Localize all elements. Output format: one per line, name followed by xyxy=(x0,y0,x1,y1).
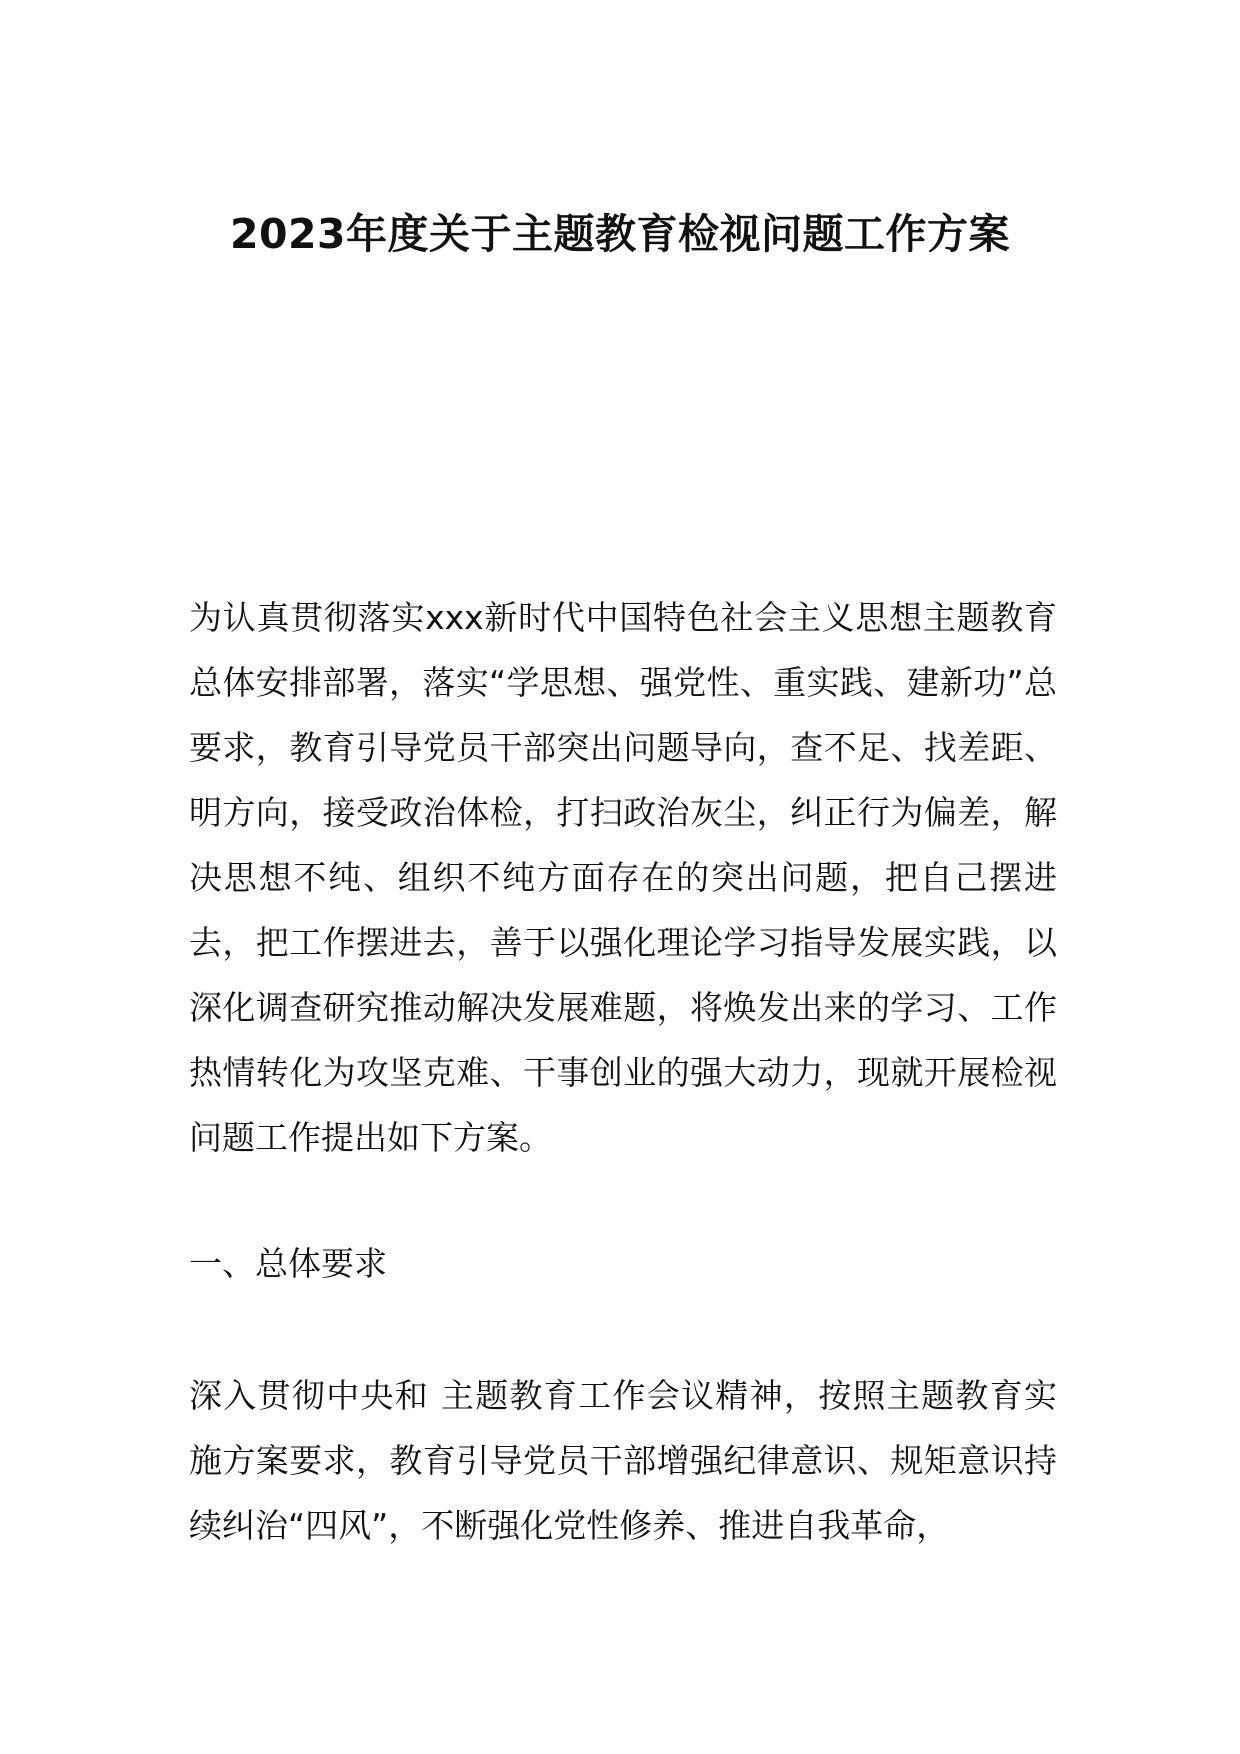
intro-paragraph: 为认真贯彻落实xxx新时代中国特色社会主义思想主题教育总体安排部署，落实“学思想、强党性、重实践、建新功”总要求，教育引导党员干部突出问题导向，查不足、找差距、明方向，接受政治体检，打扫政治灰尘，纠正行为偏差，解决思想不纯、组织不纯方面存在的突出问题，把自己摆进去，把工作摆进去，善于以强化理论学习指导发展实践，以深化调查研究推动解决发展难题，将焕发出来的学习、工作热情转化为攻坚克难、干事创业的强大动力，现就开展检视问题工作提出如下方案。 xyxy=(189,598,1057,1157)
section-heading: 一、总体要求 xyxy=(189,1244,387,1283)
document-title: 2023年度关于主题教育检视问题工作方案 xyxy=(229,210,1011,258)
section-paragraph: 深入贯彻中央和 主题教育工作会议精神，按照主题教育实施方案要求，教育引导党员干部增强纪律意识、规矩意识持续纠治“四风”，不断强化党性修养、推进自我革命， xyxy=(189,1376,1057,1545)
